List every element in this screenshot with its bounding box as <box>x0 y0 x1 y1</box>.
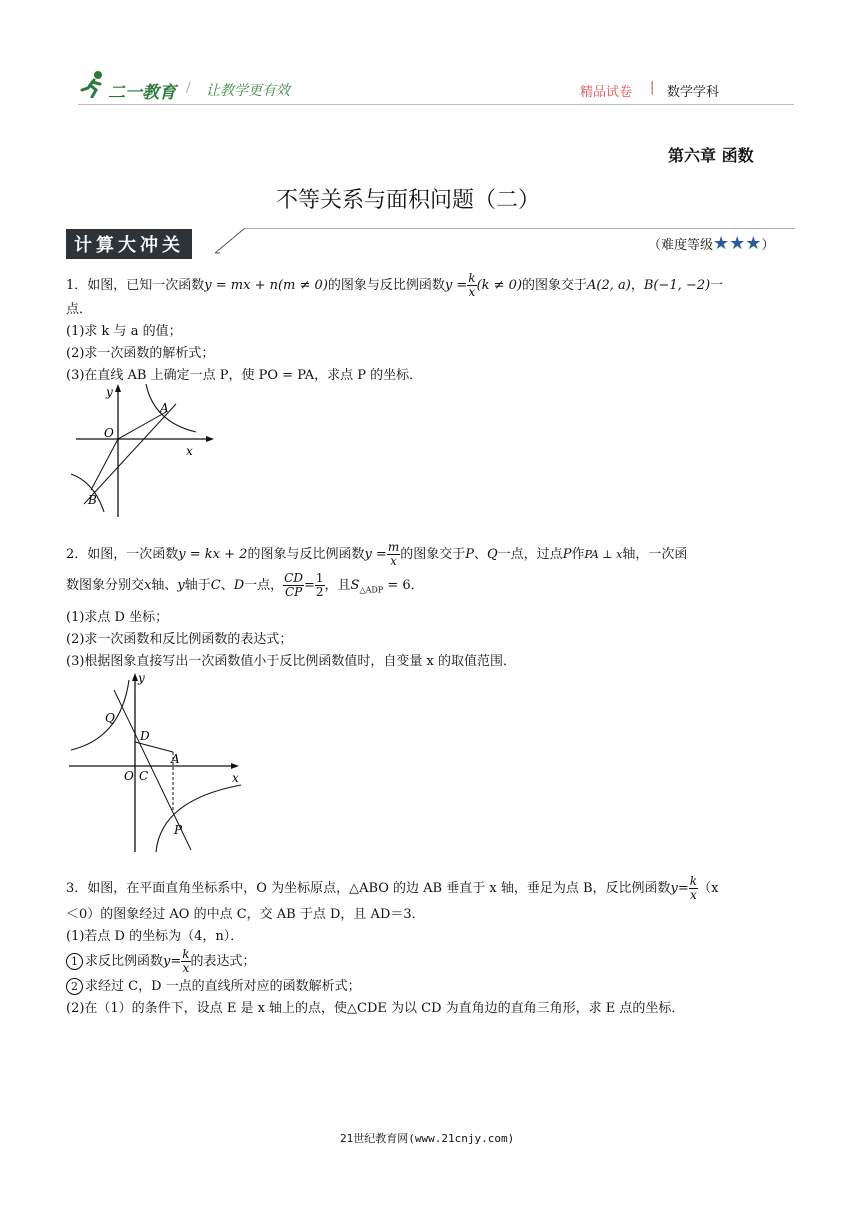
q2-half-num: 1 <box>315 571 324 585</box>
q2-perp: PA ⊥ x <box>584 548 623 561</box>
q3-sub1a-num: k <box>182 947 190 961</box>
q1-frac-den: x <box>468 285 476 299</box>
q2-area: S <box>350 578 360 593</box>
q1-pt-b: B(−1, −2) <box>643 278 711 293</box>
q2-area-sub: △ADP <box>359 585 384 595</box>
q3-sub2: (2)在（1）的条件下，设点 E 是 x 轴上的点，使△CDE 为以 CD 为直角边的直角三角形，求 E 点的坐标． <box>66 1001 685 1016</box>
slogan: 让教学更有效 <box>206 83 290 99</box>
logo-text: 二一教育 <box>108 83 176 103</box>
q1-stem-d: 一 <box>710 278 724 293</box>
q2-y: y <box>177 578 185 593</box>
tag-divider: | <box>650 80 655 95</box>
q2-d: D <box>233 578 245 593</box>
q2-ratio-den: CP <box>284 585 303 599</box>
question-1 <box>66 272 796 387</box>
q3-number: 3． <box>66 881 88 896</box>
q2-half-den: 2 <box>315 585 324 599</box>
q2-line2-c: 轴于 <box>184 578 211 593</box>
q1-figure <box>66 382 216 522</box>
q1-fig-b: B <box>88 493 97 507</box>
q1-frac-num: k <box>468 271 476 285</box>
q3-frac-den: x <box>690 888 697 902</box>
q2-p: P <box>465 547 474 562</box>
difficulty-stars: ★★★ <box>713 233 762 254</box>
q2-fig-c: C <box>139 769 149 783</box>
q2-line2-e: ，且 <box>324 578 351 593</box>
q2-eq2-lhs: y = <box>364 547 387 562</box>
q2-fig-x: x <box>232 771 239 785</box>
q3-eq-lhs: y= <box>670 881 689 896</box>
q2-sub2: (2)求一次函数和反比例函数的表达式； <box>66 631 293 647</box>
q2-dot2: 、 <box>220 578 234 593</box>
q1-frac <box>467 272 476 299</box>
q2-eq1: y = kx + 2 <box>178 547 248 562</box>
q3-line1: 如图，在平面直角坐标系中，O 为坐标原点，△ABO 的边 AB 垂直于 x 轴，垂足为点 B，反比例函数 <box>87 881 671 896</box>
q1-stem-b: 的图象与反比例函数 <box>327 278 445 293</box>
q3-frac-num: k <box>689 874 698 888</box>
q2-frac <box>387 541 400 568</box>
q2-c: C <box>210 578 221 593</box>
q3-sub1a-den: x <box>182 961 190 975</box>
q3-frac <box>689 875 698 902</box>
q2-stem-d: 一点，过点 <box>497 547 563 562</box>
q1-eq1: y = mx + n(m ≠ 0) <box>204 278 328 293</box>
q3-circled-1: 1 <box>66 953 83 970</box>
header-logo <box>80 70 106 102</box>
q2-stem-e: 作 <box>571 547 585 562</box>
tag-right: 数学学科 <box>667 85 720 100</box>
q2-area-val: = 6． <box>383 578 424 593</box>
q2-fig-o: O <box>124 769 134 783</box>
q3-circled-2: 2 <box>66 978 83 995</box>
q2-q: Q <box>487 547 498 562</box>
q1-stem-c: 的图象交于 <box>522 278 588 293</box>
q1-fig-x: x <box>186 444 193 458</box>
q2-sub3: (3)根据图象直接写出一次函数值小于反比例函数值时，自变量 x 的取值范围． <box>66 653 517 669</box>
q1-eq2-lhs: y = <box>444 278 468 293</box>
q1-fig-a: A <box>160 401 169 415</box>
q3-sub1: (1)若点 D 的坐标为（4，n）． <box>66 929 244 944</box>
q2-x: x <box>144 578 152 593</box>
question-3 <box>66 874 796 1020</box>
q3-sub1a-frac <box>181 948 190 975</box>
q2-figure <box>66 670 251 855</box>
q2-line2-a: 数图象分别交 <box>66 578 145 593</box>
q1-stem-e: 点． <box>66 302 93 317</box>
footer: 21世纪教育网(www.21cnjy.com) <box>340 1132 515 1145</box>
q1-eq2-cond: (k ≠ 0) <box>476 278 523 293</box>
difficulty-label: （难度等级 <box>648 238 714 253</box>
q2-stem-a: 如图，一次函数 <box>87 547 179 562</box>
q1-fig-o: O <box>104 426 114 440</box>
difficulty-close: ） <box>761 238 775 253</box>
q2-dot: 、 <box>473 547 487 562</box>
q1-sub1: (1)求 k 与 a 的值； <box>66 324 182 339</box>
q2-frac-den: x <box>390 554 397 568</box>
page-title: 不等关系与面积问题（二） <box>276 188 541 213</box>
q2-fig-q: Q <box>105 711 115 725</box>
q2-stem-c: 的图象交于 <box>400 547 466 562</box>
q3-sub1a-a: 求反比例函数 <box>85 954 164 969</box>
q2-sub1: (1)求点 D 坐标； <box>66 609 169 625</box>
q2-eq-half: = <box>303 578 315 593</box>
slash-divider: / <box>186 80 191 96</box>
q2-frac-num: m <box>387 540 400 554</box>
q2-fig-d: D <box>140 729 150 743</box>
difficulty <box>648 233 774 254</box>
q2-half <box>315 572 325 599</box>
q2-stem-b: 的图象与反比例函数 <box>247 547 365 562</box>
q2-stem-f: 轴，一次函 <box>622 547 688 562</box>
q2-fig-y: y <box>138 671 145 685</box>
q3-line1-end: （x <box>698 881 719 896</box>
q3-sub1b: 求经过 C，D 一点的直线所对应的函数解析式； <box>85 979 361 994</box>
q2-line2-b: 轴、 <box>151 578 178 593</box>
section-banner: 计算大冲关 <box>66 229 192 259</box>
q3-sub1a-lhs: y= <box>163 954 182 969</box>
chapter-label: 第六章 函数 <box>668 146 754 165</box>
q1-sep: ， <box>630 278 644 293</box>
q2-ratio <box>283 572 304 599</box>
runner-icon <box>80 70 106 98</box>
question-2 <box>66 540 796 673</box>
q1-stem-a: 如图，已知一次函数 <box>87 278 205 293</box>
header-rule <box>78 104 794 105</box>
q3-line2: ＜0）的图象经过 AO 的中点 C，交 AB 于点 D，且 AD＝3． <box>66 907 425 922</box>
q1-sub2: (2)求一次函数的解析式； <box>66 346 215 361</box>
q1-pt-a: A(2, a) <box>587 278 631 293</box>
q1-fig-y: y <box>106 385 113 399</box>
q2-p2: P <box>562 547 572 562</box>
q2-fig-p: P <box>174 823 183 837</box>
q1-number: 1． <box>66 278 88 293</box>
q2-number: 2． <box>66 547 88 562</box>
q2-line2-d: 一点， <box>244 578 284 593</box>
q2-fig-a: A <box>171 752 180 766</box>
q1-sub3: (3)在直线 AB 上确定一点 P，使 PO = PA，求点 P 的坐标． <box>66 368 423 383</box>
tag-left: 精品试卷 <box>580 85 633 100</box>
q3-sub1a-b: 的表达式； <box>190 954 256 969</box>
q2-ratio-num: CD <box>284 571 303 585</box>
